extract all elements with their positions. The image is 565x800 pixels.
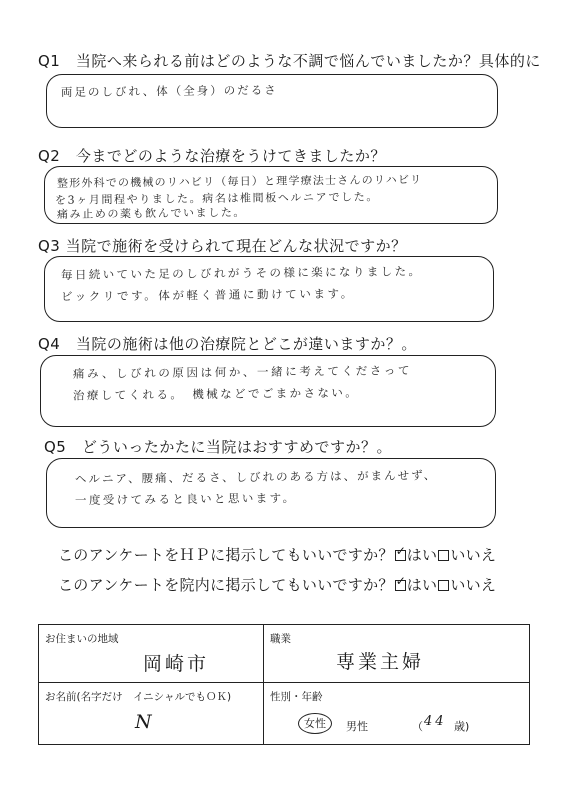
consent-hp-question: このアンケートをＨＰに掲示してもいいですか？	[58, 546, 394, 564]
name-cell	[39, 683, 264, 745]
region-value: 岡崎市	[143, 653, 210, 675]
question-3-label: Q3 当院で施術を受けられて現在どんな状況ですか？	[38, 237, 407, 255]
answer-1-box	[46, 74, 498, 128]
question-1-label: Q1 当院へ来られる前はどのような不調で悩んでいましたか？具体的に	[38, 52, 541, 70]
job-cell	[264, 625, 530, 683]
consent-clinic-row	[58, 574, 496, 595]
question-2-label: Q2 今までどのような治療をうけてきましたか？	[38, 147, 386, 165]
consent-clinic-yes-checkbox[interactable]	[395, 574, 407, 591]
answer-4-line-1: 痛み、しびれの原因は何か、一緒に考えてくださって	[72, 363, 413, 381]
answer-5-line-2: 一度受けてみると良いと思います。	[74, 490, 297, 508]
consent-hp-no-checkbox[interactable]	[438, 550, 449, 561]
consent-clinic-no-label: いいえ	[450, 576, 497, 594]
answer-2-line-2: を3ヶ月間程やりました。病名は椎間板ヘルニアでした。	[54, 190, 380, 207]
consent-clinic-no-checkbox[interactable]	[438, 580, 449, 591]
consent-clinic-question: このアンケートを院内に掲示してもいいですか？	[58, 576, 394, 594]
answer-2-line-1: 整形外科での機械のリハビリ（毎日）と理学療法士さんのリハビリ	[56, 173, 423, 190]
answer-4-box	[40, 355, 496, 427]
answer-2-line-3: 痛み止めの薬も飲んでいました。	[56, 206, 247, 221]
age-value: 44	[424, 714, 447, 729]
consent-hp-no-label: いいえ	[450, 546, 497, 564]
job-label: 職業	[270, 633, 291, 645]
check-mark-icon: ✓	[395, 574, 407, 588]
age-unit: 歳)	[454, 720, 470, 733]
female-option: 女性	[298, 713, 332, 734]
consent-hp-row	[58, 544, 496, 565]
answer-2-box	[44, 166, 498, 224]
answer-5-line-1: ヘルニア、腰痛、だるさ、しびれのある方は、がまんせず、	[74, 468, 438, 486]
check-mark-icon: ✓	[395, 544, 407, 558]
consent-hp-yes-checkbox[interactable]	[395, 544, 407, 561]
job-value: 専業主婦	[336, 651, 425, 673]
answer-3-line-2: ビックリです。体が軽く普通に動けています。	[60, 286, 355, 304]
age-open-paren: （	[412, 720, 423, 733]
region-label: お住まいの地域	[45, 633, 119, 645]
consent-clinic-yes-label: はい	[406, 576, 438, 594]
answer-1-line-1: 両足のしびれ、体（全身）のだるさ	[60, 82, 278, 100]
region-cell	[39, 625, 264, 683]
question-4-label: Q4 当院の施術は他の治療院とどこが違いますか？。	[38, 335, 417, 353]
consent-hp-yes-label: はい	[406, 546, 438, 564]
respondent-info-table	[38, 624, 530, 745]
gender-age-cell	[264, 683, 530, 745]
gender-male[interactable]: 男性	[346, 720, 368, 733]
gender-female[interactable]	[298, 715, 332, 731]
answer-5-box	[46, 458, 496, 528]
name-value: N	[135, 711, 155, 733]
answer-3-box	[44, 256, 494, 322]
answer-3-line-1: 毎日続いていた足のしびれがうその様に楽になりました。	[60, 264, 423, 282]
name-label: お名前(名字だけ イニシャルでもＯＫ)	[45, 691, 232, 703]
answer-4-line-2: 治療してくれる。 機械などでごまかさない。	[72, 385, 360, 403]
question-5-label: Q5 どういったかたに当院はおすすめですか？。	[44, 438, 393, 456]
gender-age-label: 性別・年齢	[270, 691, 323, 703]
